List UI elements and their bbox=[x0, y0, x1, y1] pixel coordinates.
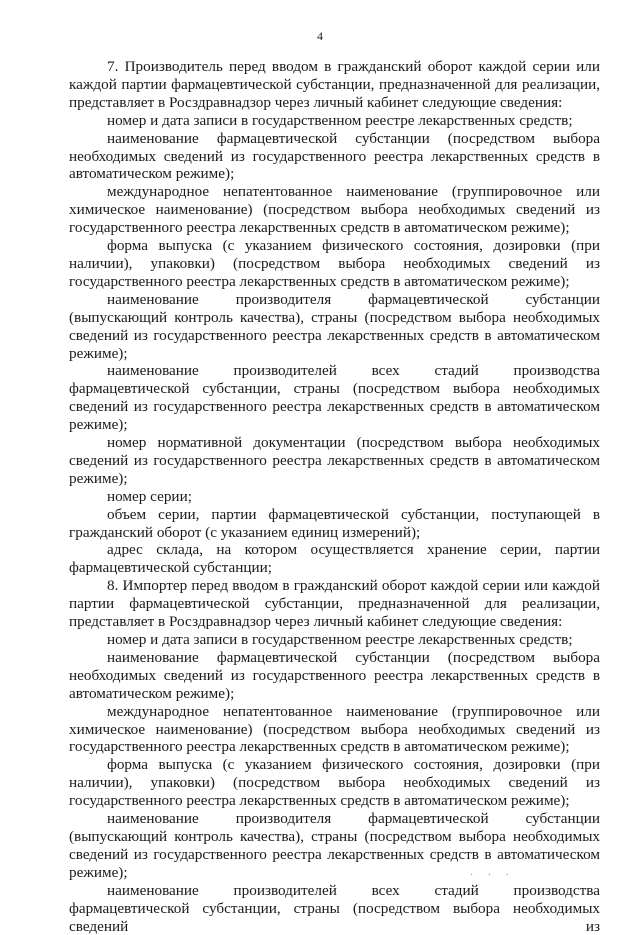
paragraph: номер и дата записи в государственном реестре лекарственных средств; bbox=[107, 111, 573, 129]
paragraph: объем серии, партии фармацевтической субстанции, поступающей в гражданский оборот (с указанием единиц измерений); bbox=[69, 505, 600, 541]
paragraph: номер и дата записи в государственном реестре лекарственных средств; bbox=[107, 631, 573, 648]
paragraph: наименование производителя фармацевтической субстанции (выпускающий контроль качества), страны (посредством выбора необходимых сведений из государственного реестра лекарственных средств в автоматическом режиме); bbox=[69, 290, 600, 362]
paragraph: международное непатентованное наименование (группировочное или химическое наименование) (посредством выбора необходимых сведений из государственного реестра лекарственных средств в автоматическом режиме); bbox=[69, 702, 600, 756]
paragraph: наименование фармацевтической субстанции (посредством выбора необходимых сведений из государственного реестра лекарственных средств в автоматическом режиме); bbox=[69, 648, 600, 702]
paragraph: адрес склада, на котором осуществляется хранение серии, партии фармацевтической субстанции; bbox=[69, 541, 600, 577]
paragraph: 8. Импортер перед вводом в гражданский оборот каждой серии или каждой партии фармацевтической субстанции, предназначенной для реализации, представляет в Росздравнадзор через личный кабинет следующие сведения: bbox=[69, 577, 600, 631]
paragraph: 7. Производитель перед вводом в гражданский оборот каждой серии или каждой партии фармацевтической субстанции, предназначенной для реализации, представляет в Росздравнадзор через личный кабинет следующие сведения: bbox=[69, 58, 600, 111]
document-body bbox=[69, 58, 600, 935]
paragraph: наименование фармацевтической субстанции (посредством выбора необходимых сведений из государственного реестра лекарственных средств в автоматическом режиме); bbox=[69, 129, 600, 183]
paragraph: номер нормативной документации (посредством выбора необходимых сведений из государственного реестра лекарственных средств в автоматическом режиме); bbox=[69, 434, 600, 487]
paragraph: наименование производителя фармацевтической субстанции (выпускающий контроль качества), страны (посредством выбора необходимых сведений из государственного реестра лекарственных средств в автоматическом режиме); bbox=[69, 810, 600, 881]
page-number: 4 bbox=[317, 29, 323, 43]
paragraph: наименование производителей всех стадий производства фармацевтической субстанции, страны (посредством выбора необходимых сведений из bbox=[69, 881, 600, 935]
paragraph: международное непатентованное наименование (группировочное или химическое наименование) (посредством выбора необходимых сведений из государственного реестра лекарственных средств в автоматическом режиме); bbox=[69, 183, 600, 237]
paragraph: номер серии; bbox=[107, 487, 192, 505]
scan-specks: · · · bbox=[470, 870, 515, 881]
paragraph: форма выпуска (с указанием физического состояния, дозировки (при наличии), упаковки) (посредством выбора необходимых сведений из государственного реестра лекарственных средств в автоматическом режиме); bbox=[69, 756, 600, 810]
paragraph: наименование производителей всех стадий производства фармацевтической субстанции, страны (посредством выбора необходимых сведений из государственного реестра лекарственных средств в автоматическом режиме); bbox=[69, 362, 600, 434]
paragraph: форма выпуска (с указанием физического состояния, дозировки (при наличии), упаковки) (посредством выбора необходимых сведений из государственного реестра лекарственных средств в автоматическом режиме); bbox=[69, 237, 600, 290]
